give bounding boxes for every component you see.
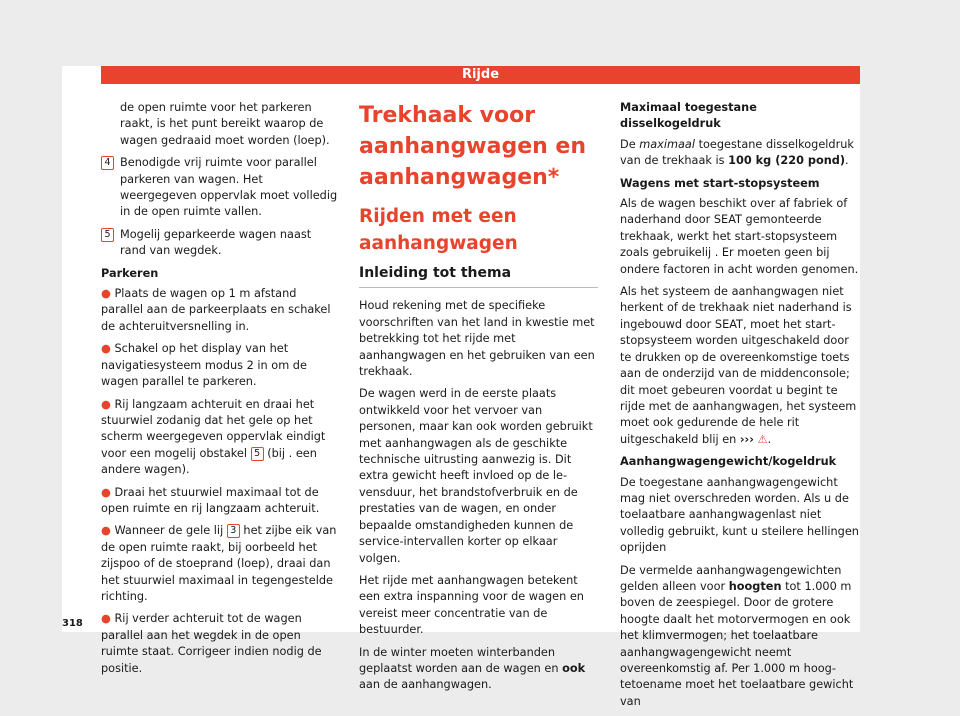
heading-start-stop: Wagens met start-stopsysteem [620, 176, 820, 190]
legend-number-4: 4 [101, 156, 114, 170]
p1-bold-value: 100 kg (220 pond) [728, 154, 846, 168]
paragraph-4-text-end: aan de aanhangwagen. [359, 678, 492, 692]
paragraph-1: Houd rekening met de specifieke voorschriften van het land in kwestie met betrekking tot het rijde met aanhangwagen en het gebruiken van een trekhaak. [359, 299, 595, 379]
legend-item-4 [101, 155, 339, 221]
p5-text: De vermelde aanhangwagengewichten gelden alleen voor [620, 563, 842, 593]
bullet-icon: ● [101, 397, 111, 411]
paragraph-4 [359, 645, 598, 694]
bullet-icon: ● [101, 524, 111, 538]
reference-arrows[interactable]: ››› [739, 432, 754, 446]
page-number: 318 [62, 618, 83, 629]
bullet-1-text: Plaats de wagen op 1 m afstand parallel aan de parkeerplaats en schakel de achteruitversnelling in. [101, 287, 331, 333]
legend-text-4: Benodigde vrij ruimte voor parallel parkeren van wagen. Het weergegeven oppervlak moet volledig in de open ruimte vallen. [120, 156, 338, 219]
legend-text-5: Mogelij geparkeerde wagen naast rand van wegdek. [120, 227, 312, 258]
legend-ref-3: 3 [227, 524, 240, 538]
legend-number-5: 5 [101, 228, 114, 242]
p5-text-end: tot 1.000 m boven de zeespiegel. Door de grotere hoogte daalt het motorvermogen en ook het klimvermogen; het toelaatbare aanhangwagengewicht neemt overeenkomstig af. Per 1.000 m hoogtetoename moet het toelaatbare gewicht van [620, 579, 854, 708]
paragraph-start-stop-2 [620, 284, 860, 448]
bullet-3-text: Rij langzaam achteruit en draai het stuurwiel zodanig dat het gele op het scherm weergegeven oppervlak eindigt voor een mogelij obstakel [101, 397, 326, 460]
bullet-icon: ● [101, 342, 111, 356]
p3-end: . [767, 432, 772, 446]
bullet-4 [101, 485, 339, 518]
bullet-5-text: Wanneer de gele lij [114, 524, 224, 538]
bullet-2 [101, 341, 339, 390]
heading-disselkogeldruk: Maximaal toegestane disselkogeldruk [620, 101, 757, 131]
paragraph-3: Het rijde met aanhangwagen betekent een extra inspanning voor de wagen en vereist meer concentratie van de bestuurder. [359, 573, 584, 637]
intro-paragraph: de open ruimte voor het parkeren raakt, is het punt bereikt waarop de wagen gedraaid moet worden (loep). [120, 101, 330, 147]
column-3 [620, 100, 860, 716]
bullet-5-text-end: het zijbe eik van de open ruimte raakt, bij oorbeeld het zijspoo of de stoeprand (loep), draai dan het stuurwiel maximaal in tegengestelde richting. [101, 524, 337, 603]
warning-icon: ⚠ [757, 432, 768, 446]
parkeren-heading: Parkeren [101, 266, 159, 280]
legend-ref-5: 5 [251, 447, 264, 461]
column-2 [359, 100, 598, 700]
subsection-title: Rijden met een aanhangwagen [359, 206, 518, 254]
bullet-icon: ● [101, 287, 111, 301]
legend-item-5 [101, 227, 339, 260]
paragraph-gewicht-1: De toegestane aanhangwagengewicht mag niet overschreden worden. Als u de toelaatbare aanhangwagenlast niet volledig gebruikt, kunt u steilere hellingen oprijden [620, 475, 859, 555]
bullet-4-text: Draai het stuurwiel maximaal tot de open ruimte en rij langzaam achteruit. [101, 485, 320, 515]
column-1 [101, 100, 339, 683]
bullet-3-text-end: (bij . een andere wagen). [101, 446, 317, 477]
theme-heading: Inleiding tot thema [359, 265, 598, 288]
paragraph-4-bold: ook [562, 661, 586, 675]
bullet-2-text: Schakel op het display van het navigatiesysteem modus 2 in om de wagen parallel te parkeren. [101, 342, 307, 389]
paragraph-2: De wagen werd in de eerste plaats ontwikkeld voor het vervoer van personen, maar kan ook worden gebruikt met aanhangwagen als de geschikte technische uitrusting aanwezig is. Dit extra gewicht heeft invloed op de levensduur, het brandstofverbruik en de prestaties van de wagen, en onder bepaalde omstandigheden kunnen de service-intervallen korter op elkaar volgen. [359, 387, 593, 565]
bullet-icon: ● [101, 485, 111, 499]
p3-text: Als het systeem de aanhangwagen niet herkent of de trekhaak niet naderhand is ingebouwd door SEAT, moet het start-stopsysteem worden uitgeschakeld door te drukken op de overeenkomstige toets aan de onderzijd van de middenconsole; dit moet gebeuren voordat u begint te rijde met de aanhangwagen, het systeem moet ook gedurende de hele rit uitgeschakeld blij en [620, 285, 857, 446]
bullet-3 [101, 397, 339, 479]
paragraph-disselkogeldruk [620, 137, 860, 170]
paragraph-gewicht-2 [620, 563, 860, 711]
paragraph-start-stop-1: Als de wagen beschikt over af fabriek of naderhand door SEAT gemonteerde trekhaak, werkt het start-stopsysteem zoals gebruikelij . Er moeten geen bij ondere factoren in acht worden genomen. [620, 197, 859, 276]
bullet-icon: ● [101, 612, 111, 626]
bullet-1 [101, 286, 339, 335]
paragraph-4-text: In de winter moeten winterbanden geplaatst worden aan de wagen en [359, 645, 559, 675]
p1-end: . [845, 154, 849, 168]
p1-italic: maximaal [639, 137, 695, 151]
bullet-6 [101, 611, 339, 677]
section-title: Trekhaak voor aanhangwagen en aanhangwagen* [359, 103, 587, 190]
p1-text-b: toegestane disselkogeldruk van de trekhaak is [620, 137, 854, 168]
p1-text-a: De [620, 137, 636, 151]
heading-aanhangwagengewicht: Aanhangwagengewicht/kogeldruk [620, 455, 837, 469]
bullet-6-text: Rij verder achteruit tot de wagen parallel aan het wegdek in de open ruimte staat. Corrigeer indien nodig de positie. [101, 612, 322, 675]
chapter-title: Rijde [461, 67, 500, 82]
p5-bold: hoogten [728, 579, 782, 593]
bullet-5 [101, 523, 339, 605]
